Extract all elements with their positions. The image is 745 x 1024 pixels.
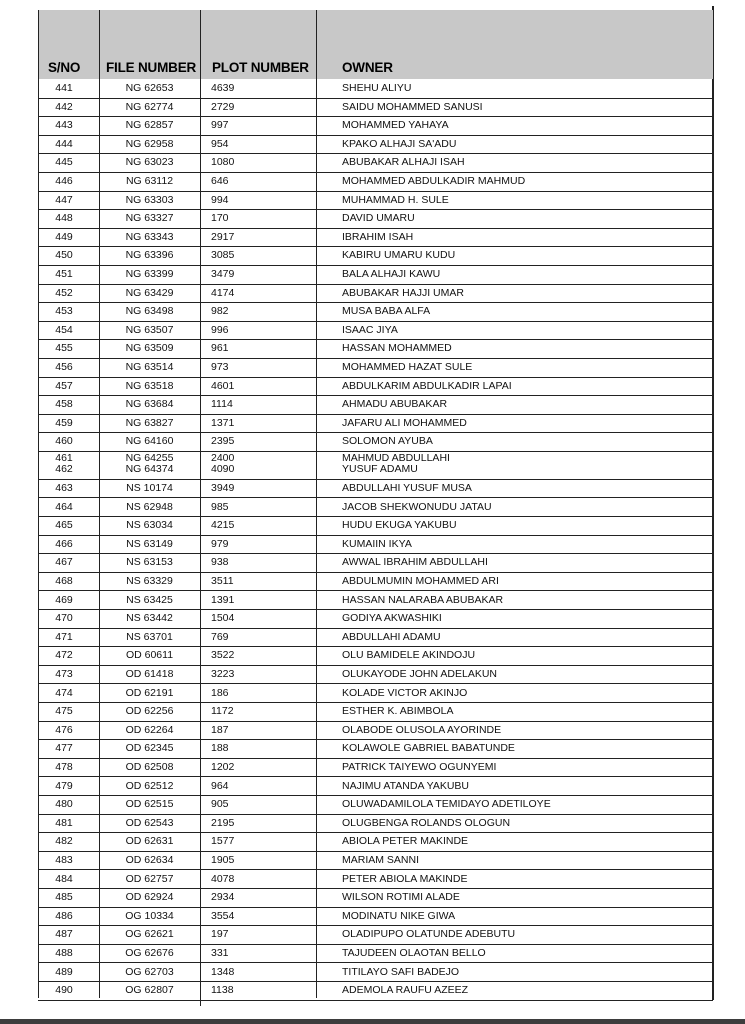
sno-cell: 482 bbox=[55, 835, 73, 848]
file-number-cell: OD 62631 bbox=[125, 835, 174, 848]
owner-cell: SOLOMON AYUBA bbox=[342, 435, 433, 448]
table-row bbox=[38, 814, 713, 834]
table-row bbox=[38, 358, 713, 378]
plot-number-cell: 994 bbox=[211, 193, 229, 206]
sno-cell: 475 bbox=[55, 705, 73, 718]
file-number-cell: NG 63112 bbox=[125, 175, 174, 187]
plot-number-cell: 4601 bbox=[211, 379, 235, 392]
plot-number-cell: 2400 bbox=[211, 452, 235, 464]
plot-number-cell: 3223 bbox=[211, 667, 235, 680]
plot-number-cell: 1202 bbox=[211, 760, 235, 773]
file-number-cell: NG 64160 bbox=[125, 435, 174, 448]
sno-cell: 480 bbox=[55, 798, 73, 811]
file-number-cell: NG 63498 bbox=[125, 305, 174, 318]
table-row bbox=[38, 321, 713, 341]
table-row bbox=[38, 702, 713, 722]
file-number-cell: NG 62653 bbox=[125, 82, 174, 94]
plot-number-cell: 1391 bbox=[211, 593, 235, 606]
table-row bbox=[38, 191, 713, 211]
plot-number-cell: 985 bbox=[211, 500, 229, 513]
owner-cell: HASSAN MOHAMMED bbox=[342, 342, 452, 355]
file-number-cell: OD 62264 bbox=[125, 723, 174, 736]
owner-cell: GODIYA AKWASHIKI bbox=[342, 612, 442, 625]
table-row bbox=[38, 153, 713, 173]
plot-number-cell: 996 bbox=[211, 323, 229, 336]
owner-cell: MOHAMMED ABDULKADIR MAHMUD bbox=[342, 175, 526, 187]
plot-number-cell: 1371 bbox=[211, 416, 235, 429]
plot-number-cell: 938 bbox=[211, 556, 229, 569]
plot-number-cell: 954 bbox=[211, 137, 229, 150]
table-row bbox=[38, 302, 713, 322]
plot-number-cell: 2395 bbox=[211, 435, 235, 448]
sno-cell: 471 bbox=[55, 630, 73, 643]
column-divider bbox=[38, 10, 39, 998]
table-row bbox=[38, 432, 713, 452]
table-row bbox=[38, 414, 713, 434]
sno-cell: 479 bbox=[55, 779, 73, 792]
header-file-number: FILE NUMBER bbox=[106, 60, 197, 75]
owner-cell: ABDULLAHI ADAMU bbox=[342, 630, 441, 643]
owner-cell: ABIOLA PETER MAKINDE bbox=[342, 835, 469, 848]
file-number-cell: OD 60611 bbox=[125, 649, 174, 662]
owner-cell: WILSON ROTIMI ALADE bbox=[342, 891, 460, 904]
owner-cell: MODINATU NIKE GIWA bbox=[342, 909, 456, 922]
file-number-cell: OD 62512 bbox=[125, 779, 174, 792]
sno-cell: 458 bbox=[55, 398, 73, 411]
sno-cell: 454 bbox=[55, 323, 73, 336]
file-number-cell: NG 62857 bbox=[125, 119, 174, 132]
table-row bbox=[38, 228, 713, 248]
file-number-cell: NS 63034 bbox=[126, 519, 173, 532]
file-number-cell: OD 62256 bbox=[125, 705, 174, 718]
viewer-bottom-bar bbox=[0, 1019, 745, 1024]
owner-cell: KOLADE VICTOR AKINJO bbox=[342, 686, 468, 699]
owner-cell: SHEHU ALIYU bbox=[342, 82, 412, 94]
owner-cell: OLUWADAMILOLA TEMIDAYO ADETILOYE bbox=[342, 798, 551, 811]
owner-cell: ABDULMUMIN MOHAMMED ARI bbox=[342, 574, 499, 587]
sno-cell: 467 bbox=[55, 556, 73, 569]
sno-cell: 478 bbox=[55, 760, 73, 773]
table-row bbox=[38, 246, 713, 266]
owner-cell: JAFARU ALI MOHAMMED bbox=[342, 416, 467, 429]
owner-cell: SAIDU MOHAMMED SANUSI bbox=[342, 100, 483, 113]
sno-cell: 465 bbox=[55, 519, 73, 532]
sno-cell: 484 bbox=[55, 872, 73, 885]
plot-number-cell: 3554 bbox=[211, 909, 235, 922]
file-number-cell: NS 10174 bbox=[126, 481, 173, 494]
sno-cell: 473 bbox=[55, 667, 73, 680]
owner-cell: JACOB SHEKWONUDU JATAU bbox=[342, 500, 492, 513]
owner-cell: ABUBAKAR HAJJI UMAR bbox=[342, 286, 464, 299]
table-row bbox=[38, 925, 713, 945]
sno-cell: 487 bbox=[55, 928, 73, 941]
owner-cell: MAHMUD ABDULLAHI bbox=[342, 452, 450, 464]
file-number-cell: NS 62948 bbox=[126, 500, 173, 513]
plot-number-cell: 1348 bbox=[211, 965, 235, 978]
sno-cell: 445 bbox=[55, 156, 73, 169]
header-owner: OWNER bbox=[342, 60, 393, 75]
table-row bbox=[38, 98, 713, 118]
sno-cell: 460 bbox=[55, 435, 73, 448]
owner-cell: NAJIMU ATANDA YAKUBU bbox=[342, 779, 469, 792]
table-row bbox=[38, 851, 713, 871]
file-number-cell: NG 63023 bbox=[125, 156, 174, 169]
sno-cell: 461 bbox=[55, 452, 73, 464]
file-number-cell: OG 62703 bbox=[125, 965, 174, 978]
owner-cell: HUDU EKUGA YAKUBU bbox=[342, 519, 457, 532]
sno-cell: 442 bbox=[55, 100, 73, 113]
plot-number-cell: 4215 bbox=[211, 519, 235, 532]
sno-cell: 466 bbox=[55, 537, 73, 550]
owner-cell: MARIAM SANNI bbox=[342, 853, 420, 866]
owner-cell: YUSUF ADAMU bbox=[342, 463, 418, 475]
header-plot-number: PLOT NUMBER bbox=[212, 60, 309, 75]
sno-cell: 452 bbox=[55, 286, 73, 299]
file-number-cell: NG 62774 bbox=[125, 100, 174, 113]
table-row bbox=[38, 963, 713, 983]
file-number-cell: NG 63429 bbox=[125, 286, 174, 299]
sno-cell: 477 bbox=[55, 742, 73, 755]
owner-cell: ABDULLAHI YUSUF MUSA bbox=[342, 481, 472, 494]
sno-cell: 490 bbox=[55, 984, 73, 997]
file-number-cell: NG 63327 bbox=[125, 212, 174, 225]
plot-number-cell: 769 bbox=[211, 630, 229, 643]
sno-cell: 446 bbox=[55, 175, 73, 187]
plot-number-cell: 961 bbox=[211, 342, 229, 355]
table-row bbox=[38, 870, 713, 890]
plot-number-cell: 4639 bbox=[211, 82, 235, 94]
file-number-cell: NG 63518 bbox=[125, 379, 174, 392]
table-row bbox=[38, 832, 713, 852]
owner-cell: PETER ABIOLA MAKINDE bbox=[342, 872, 468, 885]
table-row bbox=[38, 209, 713, 229]
owner-cell: KABIRU UMARU KUDU bbox=[342, 249, 456, 262]
owner-cell: MOHAMMED YAHAYA bbox=[342, 119, 449, 132]
owner-cell: BALA ALHAJI KAWU bbox=[342, 268, 441, 280]
table-row bbox=[38, 284, 713, 304]
owner-cell: OLADIPUPO OLATUNDE ADEBUTU bbox=[342, 928, 516, 941]
owner-cell: ADEMOLA RAUFU AZEEZ bbox=[342, 984, 469, 997]
column-divider bbox=[99, 10, 100, 998]
plot-number-cell: 188 bbox=[211, 742, 229, 755]
plot-number-cell: 4078 bbox=[211, 872, 235, 885]
plot-number-cell: 4090 bbox=[211, 463, 235, 475]
sno-cell: 443 bbox=[55, 119, 73, 132]
sno-cell: 481 bbox=[55, 816, 73, 829]
plot-number-cell: 646 bbox=[211, 175, 229, 187]
sno-cell: 476 bbox=[55, 723, 73, 736]
file-number-cell: NG 63303 bbox=[125, 193, 174, 206]
plot-number-cell: 1138 bbox=[211, 984, 234, 997]
table-row bbox=[38, 758, 713, 778]
sno-cell: 451 bbox=[55, 268, 73, 280]
sno-cell: 455 bbox=[55, 342, 73, 355]
file-number-cell: OD 62191 bbox=[125, 686, 174, 699]
owner-cell: HASSAN NALARABA ABUBAKAR bbox=[342, 593, 504, 606]
plot-number-cell: 1577 bbox=[211, 835, 235, 848]
plot-number-cell: 3085 bbox=[211, 249, 235, 262]
plot-number-cell: 186 bbox=[211, 686, 229, 699]
sno-cell: 485 bbox=[55, 891, 73, 904]
plot-number-cell: 982 bbox=[211, 305, 229, 318]
sno-cell: 486 bbox=[55, 909, 73, 922]
table-row bbox=[38, 395, 713, 415]
file-number-cell: OG 62807 bbox=[125, 984, 174, 997]
file-number-cell: NS 63329 bbox=[126, 574, 173, 587]
file-number-cell: NS 63442 bbox=[126, 612, 173, 625]
table-row bbox=[38, 516, 713, 536]
sno-cell: 474 bbox=[55, 686, 73, 699]
table-row bbox=[38, 684, 713, 704]
owner-cell: OLUGBENGA ROLANDS OLOGUN bbox=[342, 816, 511, 829]
sno-cell: 447 bbox=[55, 193, 73, 206]
sno-cell: 444 bbox=[55, 137, 73, 150]
owner-cell: ISAAC JIYA bbox=[342, 323, 398, 336]
sno-cell: 468 bbox=[55, 574, 73, 587]
file-number-cell: OD 61418 bbox=[125, 667, 174, 680]
sno-cell: 464 bbox=[55, 500, 73, 513]
file-number-cell: OD 62634 bbox=[125, 853, 174, 866]
sno-cell: 456 bbox=[55, 361, 73, 373]
owner-cell: IBRAHIM ISAH bbox=[342, 230, 414, 243]
table-row bbox=[38, 665, 713, 685]
plot-number-cell: 170 bbox=[211, 212, 229, 225]
plot-number-cell: 2729 bbox=[211, 100, 235, 113]
owner-cell: KPAKO ALHAJI SA'ADU bbox=[342, 137, 457, 150]
table-row bbox=[38, 646, 713, 666]
owner-cell: OLABODE OLUSOLA AYORINDE bbox=[342, 723, 502, 736]
file-number-cell: OD 62508 bbox=[125, 760, 174, 773]
sno-cell: 488 bbox=[55, 946, 73, 959]
table-header bbox=[38, 10, 713, 79]
table-row bbox=[38, 535, 713, 555]
file-number-cell: OD 62757 bbox=[125, 872, 174, 885]
table-row bbox=[38, 981, 713, 1001]
file-number-cell: OG 10334 bbox=[125, 909, 174, 922]
table-row bbox=[38, 79, 713, 99]
plot-number-cell: 3522 bbox=[211, 649, 235, 662]
plot-number-cell: 187 bbox=[211, 723, 229, 736]
file-number-cell: OD 62345 bbox=[125, 742, 174, 755]
plot-number-cell: 2917 bbox=[211, 230, 235, 243]
plot-number-cell: 2934 bbox=[211, 891, 235, 904]
table-row bbox=[38, 888, 713, 908]
plot-number-cell: 973 bbox=[211, 361, 229, 373]
owner-cell: TITILAYO SAFI BADEJO bbox=[342, 965, 460, 978]
land-register-table bbox=[38, 10, 713, 998]
sno-cell: 470 bbox=[55, 612, 73, 625]
file-number-cell: NG 63507 bbox=[125, 323, 174, 336]
table-row bbox=[38, 339, 713, 359]
plot-number-cell: 997 bbox=[211, 119, 229, 132]
table-row bbox=[38, 265, 713, 285]
sno-cell: 462 bbox=[55, 463, 73, 475]
owner-cell: MUSA BABA ALFA bbox=[342, 305, 431, 318]
sno-cell: 453 bbox=[55, 305, 73, 318]
plot-number-cell: 2195 bbox=[211, 816, 235, 829]
plot-number-cell: 964 bbox=[211, 779, 229, 792]
plot-number-cell: 1504 bbox=[211, 612, 235, 625]
file-number-cell: NG 63684 bbox=[125, 398, 174, 411]
plot-number-cell: 979 bbox=[211, 537, 229, 550]
table-row bbox=[38, 377, 713, 397]
file-number-cell: NS 63701 bbox=[126, 630, 173, 643]
owner-cell: OLU BAMIDELE AKINDOJU bbox=[342, 649, 476, 662]
owner-cell: DAVID UMARU bbox=[342, 212, 415, 225]
file-number-cell: NG 63399 bbox=[125, 268, 174, 280]
table-row bbox=[38, 135, 713, 155]
plot-number-cell: 3479 bbox=[211, 268, 235, 280]
plot-number-cell: 3511 bbox=[211, 574, 234, 587]
sno-cell: 441 bbox=[55, 82, 73, 94]
sno-cell: 457 bbox=[55, 379, 73, 392]
table-row bbox=[38, 777, 713, 797]
table-row bbox=[38, 739, 713, 759]
file-number-cell: NG 63396 bbox=[125, 249, 174, 262]
file-number-cell: OD 62515 bbox=[125, 798, 174, 811]
file-number-cell: NG 64255 bbox=[125, 452, 174, 464]
column-divider bbox=[200, 10, 201, 1006]
sno-cell: 463 bbox=[55, 481, 73, 494]
plot-number-cell: 4174 bbox=[211, 286, 235, 299]
table-row bbox=[38, 172, 713, 192]
owner-cell: OLUKAYODE JOHN ADELAKUN bbox=[342, 667, 498, 680]
file-number-cell: NS 63425 bbox=[126, 593, 173, 606]
plot-number-cell: 1172 bbox=[211, 705, 234, 718]
sno-cell: 472 bbox=[55, 649, 73, 662]
file-number-cell: NG 63827 bbox=[125, 416, 174, 429]
column-divider bbox=[316, 10, 317, 998]
owner-cell: ABUBAKAR ALHAJI ISAH bbox=[342, 156, 465, 169]
owner-cell: KUMAIIN IKYA bbox=[342, 537, 412, 550]
file-number-cell: NG 63343 bbox=[125, 230, 174, 243]
table-row bbox=[38, 628, 713, 648]
table-row bbox=[38, 451, 713, 480]
owner-cell: AWWAL IBRAHIM ABDULLAHI bbox=[342, 556, 488, 569]
sno-cell: 489 bbox=[55, 965, 73, 978]
plot-number-cell: 1080 bbox=[211, 156, 235, 169]
owner-cell: TAJUDEEN OLAOTAN BELLO bbox=[342, 946, 486, 959]
file-number-cell: OD 62543 bbox=[125, 816, 174, 829]
plot-number-cell: 905 bbox=[211, 798, 229, 811]
file-number-cell: NS 63149 bbox=[126, 537, 173, 550]
table-row bbox=[38, 907, 713, 927]
plot-number-cell: 1905 bbox=[211, 853, 235, 866]
file-number-cell: NG 63509 bbox=[125, 342, 174, 355]
plot-number-cell: 197 bbox=[211, 928, 229, 941]
file-number-cell: NG 63514 bbox=[125, 361, 174, 373]
table-row bbox=[38, 795, 713, 815]
sno-cell: 449 bbox=[55, 230, 73, 243]
file-number-cell: OG 62621 bbox=[125, 928, 174, 941]
table-row bbox=[38, 479, 713, 499]
plot-number-cell: 3949 bbox=[211, 481, 235, 494]
file-number-cell: OG 62676 bbox=[125, 946, 174, 959]
sno-cell: 459 bbox=[55, 416, 73, 429]
table-row bbox=[38, 591, 713, 611]
owner-cell: AHMADU ABUBAKAR bbox=[342, 398, 448, 411]
owner-cell: KOLAWOLE GABRIEL BABATUNDE bbox=[342, 742, 515, 755]
table-row bbox=[38, 572, 713, 592]
table-row bbox=[38, 609, 713, 629]
owner-cell: MOHAMMED HAZAT SULE bbox=[342, 361, 473, 373]
header-sno: S/NO bbox=[48, 60, 81, 75]
file-number-cell: NS 63153 bbox=[126, 556, 173, 569]
plot-number-cell: 1114 bbox=[211, 398, 233, 411]
table-row bbox=[38, 721, 713, 741]
sno-cell: 483 bbox=[55, 853, 73, 866]
table-row bbox=[38, 116, 713, 136]
table-row bbox=[38, 944, 713, 964]
sno-cell: 450 bbox=[55, 249, 73, 262]
file-number-cell: OD 62924 bbox=[125, 891, 174, 904]
file-number-cell: NG 64374 bbox=[125, 463, 174, 475]
sno-cell: 469 bbox=[55, 593, 73, 606]
owner-cell: ABDULKARIM ABDULKADIR LAPAI bbox=[342, 379, 512, 392]
sno-cell: 448 bbox=[55, 212, 73, 225]
owner-cell: MUHAMMAD H. SULE bbox=[342, 193, 449, 206]
table-row bbox=[38, 498, 713, 518]
table-row bbox=[38, 553, 713, 573]
owner-cell: ESTHER K. ABIMBOLA bbox=[342, 705, 454, 718]
plot-number-cell: 331 bbox=[211, 946, 229, 959]
owner-cell: PATRICK TAIYEWO OGUNYEMI bbox=[342, 760, 497, 773]
file-number-cell: NG 62958 bbox=[125, 137, 174, 150]
